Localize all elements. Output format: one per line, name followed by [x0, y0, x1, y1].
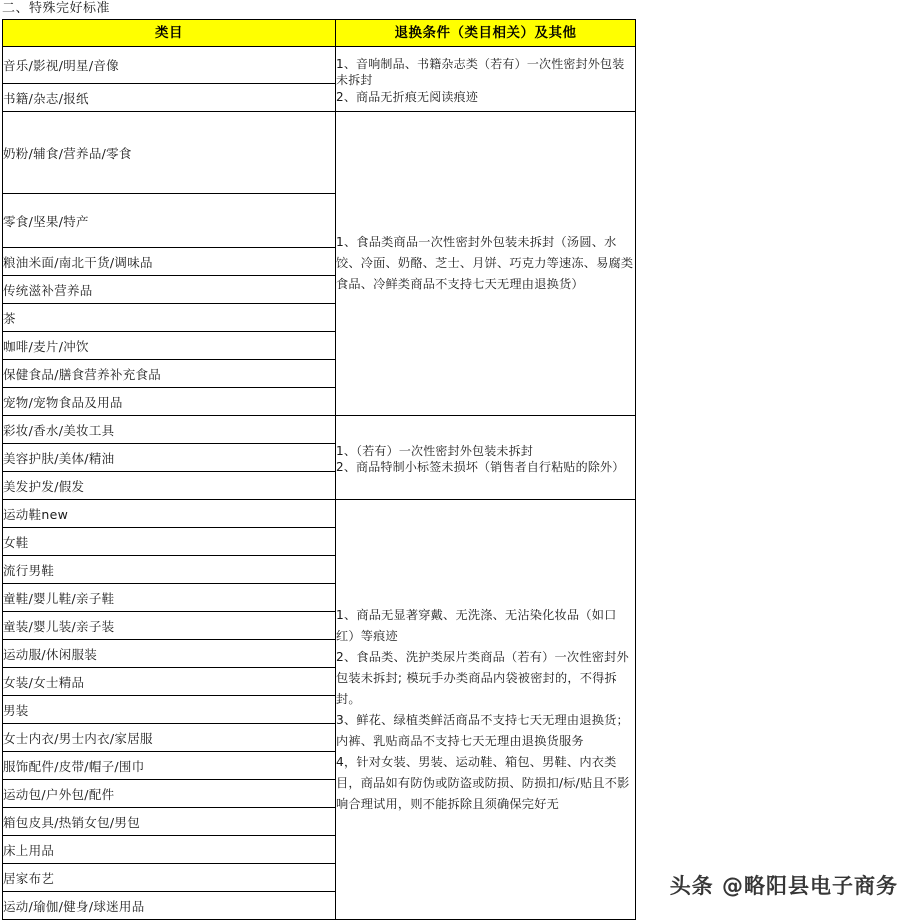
category-cell: 美发护发/假发	[3, 472, 336, 500]
category-cell: 女装/女士精品	[3, 668, 336, 696]
condition-line: 1、商品无显著穿戴、无洗涤、无沾染化妆品（如口红）等痕迹	[336, 607, 617, 643]
table-body	[3, 47, 636, 920]
table-row	[3, 112, 636, 194]
table-row	[3, 47, 636, 84]
condition-cell	[336, 500, 636, 920]
category-cell: 保健食品/膳食营养补充食品	[3, 360, 336, 388]
watermark: 头条 @略阳县电子商务	[669, 874, 898, 898]
condition-line: 2、食品类、洗护类尿片类商品（若有）一次性密封外包装未拆封; 模玩手办类商品内袋被密封的，不得拆封。	[336, 649, 629, 706]
table-row	[3, 416, 636, 444]
category-cell: 童装/婴儿装/亲子装	[3, 612, 336, 640]
category-cell: 零食/坚果/特产	[3, 194, 336, 248]
table-header-row	[3, 20, 636, 47]
table-header	[3, 20, 636, 47]
category-cell: 宠物/宠物食品及用品	[3, 388, 336, 416]
category-cell: 咖啡/麦片/冲饮	[3, 332, 336, 360]
category-cell: 运动鞋new	[3, 500, 336, 528]
category-cell: 粮油米面/南北干货/调味品	[3, 248, 336, 276]
category-cell: 书籍/杂志/报纸	[3, 84, 336, 112]
category-cell: 服饰配件/皮带/帽子/围巾	[3, 752, 336, 780]
table-row	[3, 500, 636, 528]
category-cell: 居家布艺	[3, 864, 336, 892]
condition-line: 1、音响制品、书籍杂志类（若有）一次性密封外包装未拆封	[336, 56, 625, 88]
condition-cell	[336, 47, 636, 112]
category-cell: 女士内衣/男士内衣/家居服	[3, 724, 336, 752]
category-cell: 运动服/休闲服装	[3, 640, 336, 668]
special-condition-table	[2, 19, 636, 920]
header-condition: 退换条件（类目相关）及其他	[336, 20, 636, 47]
condition-line: 1、（若有）一次性密封外包装未拆封	[336, 443, 534, 458]
category-cell: 运动/瑜伽/健身/球迷用品	[3, 892, 336, 920]
condition-cell	[336, 416, 636, 500]
category-cell: 茶	[3, 304, 336, 332]
category-cell: 流行男鞋	[3, 556, 336, 584]
condition-line: 1、食品类商品一次性密封外包装未拆封（汤圆、水饺、冷面、奶酪、芝士、月饼、巧克力等速冻、易腐类食品、冷鲜类商品不支持七天无理由退换货）	[336, 235, 634, 291]
condition-line: 2、商品无折痕无阅读痕迹	[336, 89, 479, 104]
category-cell: 音乐/影视/明星/音像	[3, 47, 336, 84]
category-cell: 箱包皮具/热销女包/男包	[3, 808, 336, 836]
category-cell: 运动包/户外包/配件	[3, 780, 336, 808]
condition-line: 3、鲜花、绿植类鲜活商品不支持七天无理由退换货；内裤、乳贴商品不支持七天无理由退换货服务	[336, 712, 629, 748]
category-cell: 女鞋	[3, 528, 336, 556]
category-cell: 彩妆/香水/美妆工具	[3, 416, 336, 444]
page-title: 二、特殊完好标准	[2, 1, 111, 16]
category-cell: 奶粉/辅食/营养品/零食	[3, 112, 336, 194]
category-cell: 美容护肤/美体/精油	[3, 444, 336, 472]
condition-line: 4，针对女装、男装、运动鞋、箱包、男鞋、内衣类目，商品如有防伪或防盗或防损、防损扣/标/贴且不影响合理试用，则不能拆除且须确保完好无	[336, 754, 630, 811]
condition-line: 2、商品特制小标签未损坏（销售者自行粘贴的除外）	[336, 460, 625, 474]
condition-cell	[336, 112, 636, 416]
category-cell: 童鞋/婴儿鞋/亲子鞋	[3, 584, 336, 612]
header-category: 类目	[3, 20, 336, 47]
category-cell: 传统滋补营养品	[3, 276, 336, 304]
category-cell: 床上用品	[3, 836, 336, 864]
category-cell: 男装	[3, 696, 336, 724]
